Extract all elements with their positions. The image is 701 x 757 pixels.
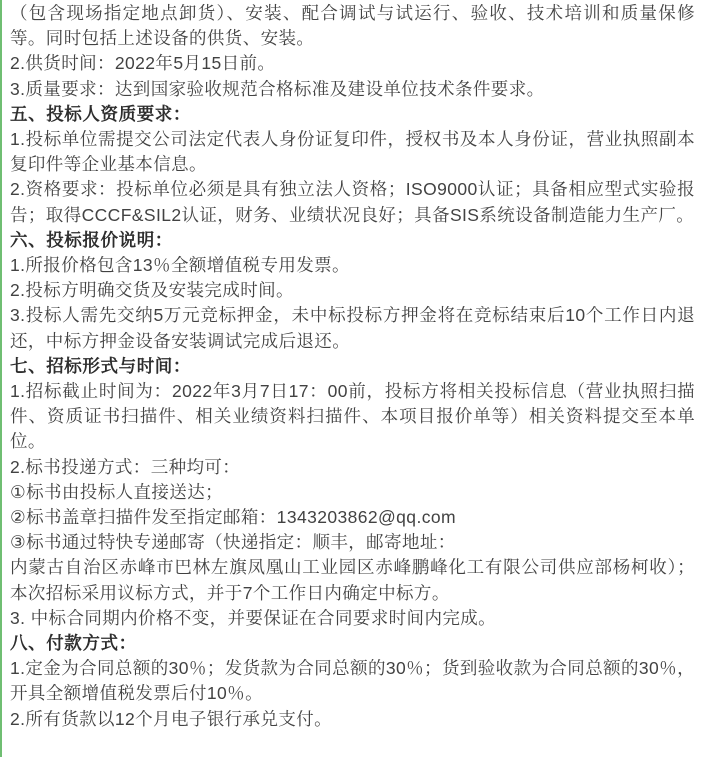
paragraph: 3.质量要求：达到国家验收规范合格标准及建设单位技术条件要求。	[10, 78, 545, 99]
paragraph: 1.投标单位需提交公司法定代表人身份证复印件，授权书及本人身份证，营业执照副本复印件等企业基本信息。	[10, 129, 695, 175]
paragraph: 2.投标方明确交货及安装完成时间。	[10, 280, 294, 301]
paragraph: ③标书通过特快专递邮寄（快递指定：顺丰，邮寄地址：	[10, 532, 456, 553]
section-heading: 六、投标报价说明：	[10, 229, 173, 250]
paragraph: 2.供货时间：2022年5月15日前。	[10, 53, 276, 74]
paragraph: 1.所报价格包含13％全额增值税专用发票。	[10, 255, 350, 276]
paragraph: 3.投标人需先交纳5万元竞标押金，未中标投标方押金将在竞标结束后10个工作日内退还，中标方押金设备安装调试完成后退还。	[10, 305, 695, 351]
paragraph: 2.标书投递方式：三种均可：	[10, 456, 241, 477]
paragraph: 2.资格要求：投标单位必须是具有独立法人资格；ISO9000认证；具备相应型式实验报告；取得CCCF&SIL2认证，财务、业绩状况良好；具备SIS系统设备制造能力生产厂。	[10, 179, 695, 225]
document-content	[2, 0, 701, 757]
section-heading: 五、投标人资质要求：	[10, 103, 191, 124]
paragraph: 2.所有货款以12个月电子银行承兑支付。	[10, 708, 333, 729]
paragraph: ②标书盖章扫描件发至指定邮箱：1343203862@qq.com	[10, 507, 456, 528]
paragraph: 1.招标截止时间为：2022年3月7日17：00前，投标方将相关投标信息（营业执照扫描件、资质证书扫描件、相关业绩资料扫描件、本项目报价单等）相关资料提交至本单位。	[10, 381, 695, 452]
section-heading: 七、招标形式与时间：	[10, 355, 191, 376]
paragraph: 内蒙古自治区赤峰市巴林左旗凤凰山工业园区赤峰鹏峰化工有限公司供应部杨柯收）；本次招标采用议标方式，并于7个工作日内确定中标方。	[10, 557, 695, 603]
paragraph: （包含现场指定地点卸货）、安装、配合调试与试运行、验收、技术培训和质量保修等。同时包括上述设备的供货、安装。	[10, 3, 695, 49]
paragraph: 3. 中标合同期内价格不变，并要保证在合同要求时间内完成。	[10, 607, 497, 628]
paragraph: 1.定金为合同总额的30％；发货款为合同总额的30％；货到验收款为合同总额的30％，开具全额增值税发票后付10％。	[10, 658, 695, 704]
section-heading: 八、付款方式：	[10, 633, 137, 654]
paragraph: ①标书由投标人直接送达；	[10, 481, 223, 502]
